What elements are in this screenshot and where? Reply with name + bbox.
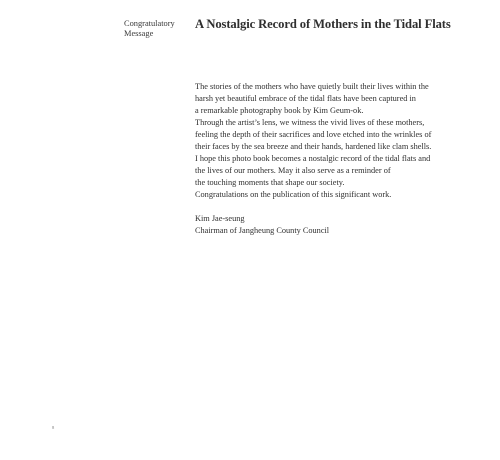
body-line: the lives of our mothers. May it also serve as a reminder of (195, 166, 391, 175)
body-line: Congratulations on the publication of this significant work. (195, 190, 392, 199)
body-line: I hope this photo book becomes a nostalgic record of the tidal flats and (195, 154, 431, 163)
signatory-name: Kim Jae-seung (195, 214, 245, 223)
section-label (124, 19, 188, 39)
body-line: The stories of the mothers who have quietly built their lives within the (195, 82, 429, 91)
section-label-line-2: Message (124, 29, 154, 38)
signatory-position: Chairman of Jangheung County Council (195, 226, 330, 235)
page-title: A Nostalgic Record of Mothers in the Tidal Flats (195, 17, 451, 31)
section-label-line-1: Congratulatory (124, 19, 175, 28)
body-line: feeling the depth of their sacrifices and love etched into the wrinkles of (195, 130, 432, 139)
page-number: 8 (52, 425, 55, 430)
body-line: harsh yet beautiful embrace of the tidal flats have been captured in (195, 94, 416, 103)
message-body (195, 81, 495, 201)
body-line: the touching moments that shape our society. (195, 178, 345, 187)
body-line: a remarkable photography book by Kim Geum-ok. (195, 106, 364, 115)
body-line: Through the artist’s lens, we witness the vivid lives of these mothers, (195, 118, 425, 127)
body-line: their faces by the sea breeze and their hands, hardened like clam shells. (195, 142, 432, 151)
signature-block (195, 213, 495, 237)
